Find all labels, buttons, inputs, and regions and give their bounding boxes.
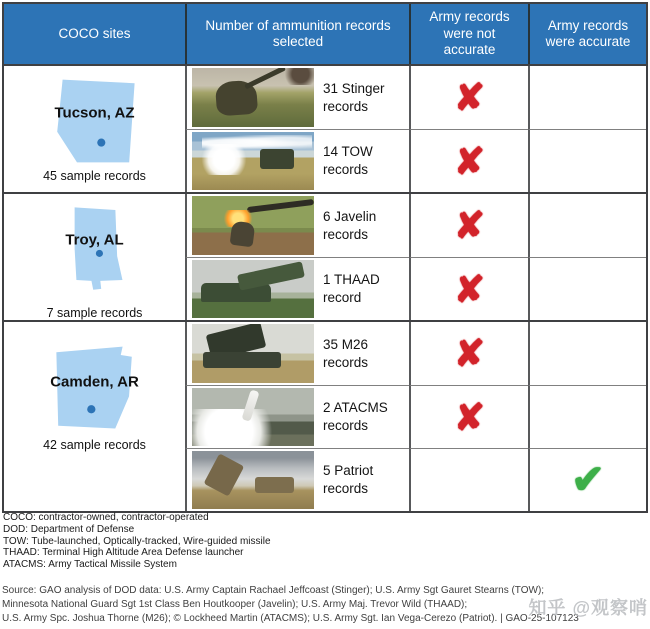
red-x-icon: ✘ [453,140,485,182]
not-accurate-cell [409,385,528,448]
weapon-cell-thaad [185,257,409,320]
record-count-label: 5 Patriot records [323,463,374,496]
abbreviation-notes [3,512,271,571]
source-line: U.S. Army Spc. Joshua Thorne (M26); © Lockheed Martin (ATACMS); U.S. Army Sgt. Ian Vega-Cerezo (Patriot). | GAO-25-107123 [2,612,579,624]
green-check-icon: ✔ [571,458,605,502]
m26-launcher-photo [192,324,314,383]
table-header-row [4,4,646,66]
note-line: COCO: contractor-owned, contractor-operated [3,512,209,523]
source-line: Minnesota National Guard Sgt 1st Class Ben Houtkooper (Javelin); U.S. Army Maj. Trevor Wild (THAAD); [2,598,468,610]
site-name: Troy, AL [65,231,124,249]
site-name: Camden, AR [50,373,139,391]
record-count-label: 31 Stinger records [323,80,385,114]
header-accurate: Army records were accurate [528,4,646,64]
header-coco-sites: COCO sites [58,25,131,41]
atacms-launch-photo [192,388,314,446]
accurate-cell [528,448,646,511]
header-records-selected: Number of ammunition records selected [185,4,409,64]
note-line: TOW: Tube-launched, Optically-tracked, Wire-guided missile [3,535,271,547]
not-accurate-cell [409,448,528,511]
site-group-camden [4,320,646,511]
header-not-accurate: Army records were not accurate [409,4,528,64]
weapon-cell-tow [185,129,409,192]
not-accurate-cell [409,322,528,385]
tucson-location-dot [97,138,105,146]
red-x-icon: ✘ [453,268,485,310]
site-group-troy [4,192,646,320]
record-count-label: 14 TOW records [323,144,373,177]
site-cell-troy [4,194,185,320]
alabama-map [64,195,126,303]
site-sample-count: 42 sample records [43,438,146,452]
note-line: ATACMS: Army Tactical Missile System [3,559,177,571]
source-line: Source: GAO analysis of DOD data: U.S. Army Captain Rachael Jeffcoast (Stinger); U.S. Army Sgt Gauret Stearns (TOW); [2,585,545,596]
stinger-firing-photo [192,68,314,127]
accurate-cell [528,194,646,257]
accurate-cell [528,322,646,385]
red-x-icon: ✘ [453,205,485,246]
patriot-launcher-photo [192,451,314,509]
note-line: DOD: Department of Defense [3,523,135,535]
records-table [2,2,648,513]
weapon-cell-javelin [185,194,409,257]
not-accurate-cell [409,257,528,320]
thaad-launcher-photo [192,260,314,318]
tow-firing-photo [192,132,314,190]
red-x-icon: ✘ [453,333,485,374]
site-sample-count: 7 sample records [46,305,143,320]
site-cell-camden [4,322,185,511]
weapon-cell-atacms [185,385,409,448]
weapon-cell-stinger [185,66,409,129]
record-count-label: 35 M26 records [323,336,369,370]
weapon-cell-m26 [185,322,409,385]
camden-location-dot [87,405,95,413]
note-line: THAAD: Terminal High Altitude Area Defense launcher [3,547,244,559]
red-x-icon: ✘ [453,396,485,438]
javelin-firing-photo [192,196,314,255]
record-count-label: 2 ATACMS records [323,400,388,433]
site-cell-tucson [4,66,185,192]
site-sample-count: 45 sample records [43,168,146,183]
accurate-cell [528,257,646,320]
troy-location-dot [95,249,102,256]
weapon-cell-patriot [185,448,409,511]
not-accurate-cell [409,194,528,257]
accurate-cell [528,385,646,448]
not-accurate-cell [409,129,528,192]
record-count-label: 1 THAAD record [323,272,380,305]
record-count-label: 6 Javelin records [323,208,377,242]
not-accurate-cell [409,66,528,129]
accurate-cell [528,66,646,129]
accurate-cell [528,129,646,192]
zhihu-watermark: 知乎 @观察哨 [528,598,648,618]
site-name: Tucson, AZ [54,104,135,122]
site-group-tucson [4,66,646,192]
red-x-icon: ✘ [453,77,485,118]
